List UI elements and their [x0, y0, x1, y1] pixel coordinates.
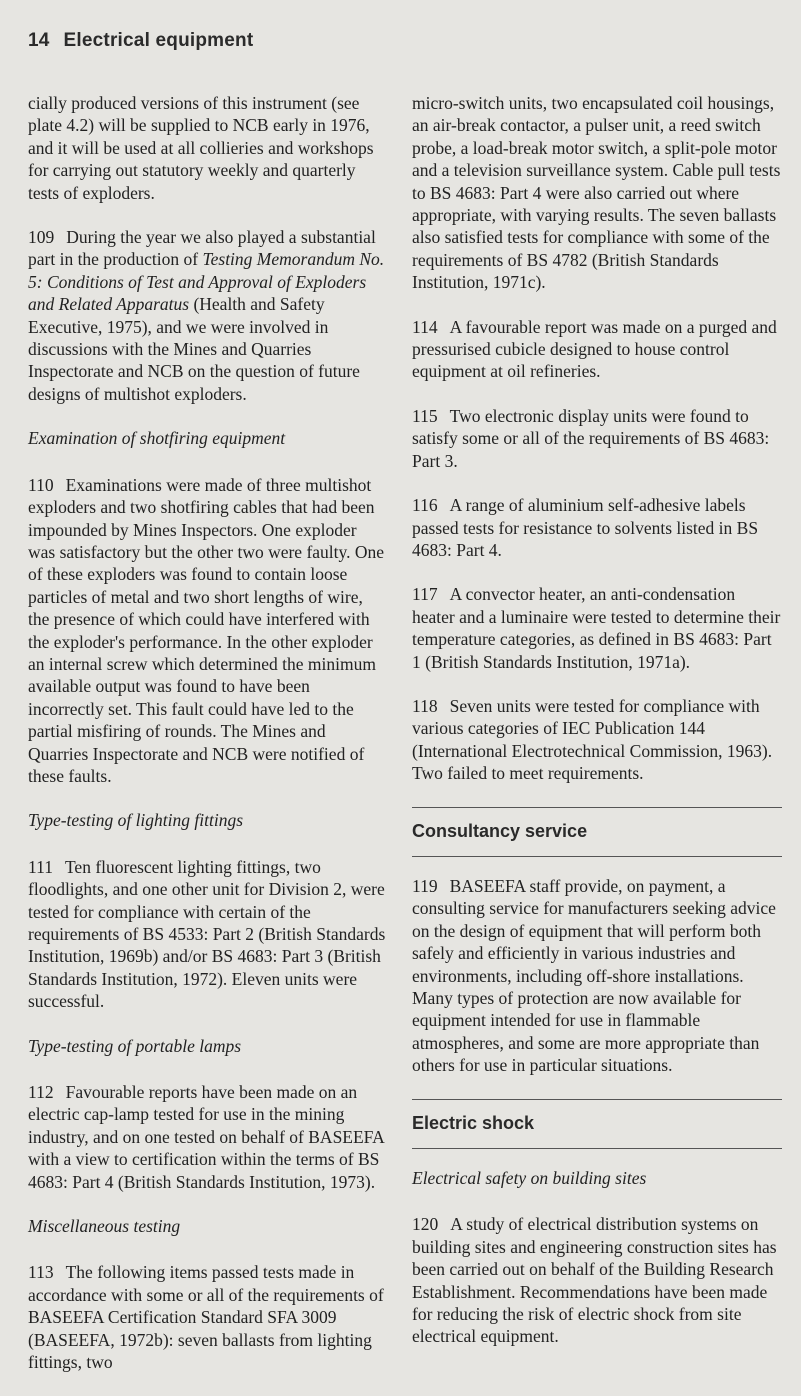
paragraph-number: 118	[412, 695, 438, 716]
paragraph-text: During the year we also played a substantial part in the production of	[28, 227, 376, 270]
section-heading-electric-shock: Electric shock	[412, 1099, 782, 1149]
paragraph-text: A range of aluminium self-adhesive labels passed tests for resistance to solvents listed in BS 4683: Part 4.	[412, 495, 759, 560]
paragraph-number: 115	[412, 405, 438, 426]
paragraph-116	[412, 494, 782, 561]
paragraph-number: 110	[28, 474, 54, 495]
paragraph-109	[28, 226, 388, 405]
paragraph-continued: micro-switch units, two encapsulated coil housings, an air-break contactor, a pulser unit, a reed switch probe, a load-break motor switch, a split-pole motor and a television surveillance system. Cable pull tests to BS 4683: Part 4 were also carried out where appropriate, with varying results. The seven ballasts also satisfied tests for compliance with some of the requirements of BS 4782 (British Standards Institution, 1971c).	[412, 93, 781, 293]
paragraph-text: Seven units were tested for compliance with various categories of IEC Publication 144 (International Electrotechnical Commission, 1963). Two failed to meet requirements.	[412, 695, 773, 784]
subheading: Type-testing of lighting fittings	[28, 810, 244, 831]
subheading: Miscellaneous testing	[28, 1216, 181, 1237]
paragraph-number: 113	[28, 1262, 54, 1283]
paragraph-number: 120	[412, 1214, 439, 1235]
paragraph-number: 111	[28, 856, 53, 877]
paragraph-text: A study of electrical distribution systems on building sites and engineering construction sites has been carried out on behalf of the Building Research Establishment. Recommendations have been made for reducing the risk of electric shock from site electrical equipment.	[412, 1214, 777, 1347]
subheading: Examination of shotfiring equipment	[28, 428, 286, 449]
paragraph-112	[28, 1081, 388, 1193]
paragraph-113	[28, 1261, 388, 1373]
page-number: 14	[28, 30, 50, 51]
paragraph-text: Two electronic display units were found to satisfy some or all of the requirements of BS 4683: Part 3.	[412, 405, 770, 471]
paragraph-text: (Health and Safety Executive, 1975), and we were involved in discussions with the Mines and Quarries Inspectorate and NCB on the question of future designs of multishot exploders.	[28, 294, 360, 404]
left-column	[28, 92, 388, 1396]
right-column	[412, 92, 782, 1370]
paragraph-number: 112	[28, 1082, 54, 1103]
subheading: Type-testing of portable lamps	[28, 1035, 242, 1056]
paragraph-119	[412, 875, 782, 1077]
paragraph-text: A favourable report was made on a purged and pressurised cubicle designed to house control equipment at oil refineries.	[412, 316, 777, 382]
paragraph-120	[412, 1213, 782, 1347]
paragraph-110	[28, 474, 388, 788]
paragraph-number: 114	[412, 316, 438, 337]
paragraph-text: Examinations were made of three multishot exploders and two shotfiring cables that had been impounded by Mines Inspectors. One exploder was satisfactory but the other two were faulty. One of these exploders was found to contain loose particles of metal and two short lengths of wire, the presence of which could have interfered with the exploder's performance. In the other exploder an internal screw which determined the minimum available output was found to have been incorrectly set. This fault could have led to the partial misfiring of rounds. The Mines and Quarries Inspectorate and NCB were notified of these faults.	[28, 474, 385, 786]
chapter-title: Electrical equipment	[63, 30, 254, 51]
paragraph-number: 116	[412, 495, 438, 516]
paragraph-continued: cially produced versions of this instrument (see plate 4.2) will be supplied to NCB early in 1976, and it will be used at all collieries and workshops for carrying out statutory weekly and quarterly tests of exploders.	[28, 93, 374, 203]
paragraph-115	[412, 405, 782, 472]
paragraph-text: Favourable reports have been made on an electric cap-lamp tested for use in the mining industry, and on one tested on behalf of BASEEFA with a view to certification within the terms of BS 4683: Part 4 (British Standards Institution, 1973).	[28, 1082, 384, 1192]
paragraph-text: The following items passed tests made in accordance with some or all of the requirements of BASEEFA Certification Standard SFA 3009 (BASEEFA, 1972b): seven ballasts from lighting fittings, two	[28, 1262, 384, 1373]
page-header	[28, 30, 253, 52]
paragraph-text: A convector heater, an anti-condensation heater and a luminaire were tested to determine their temperature categories, as defined in BS 4683: Part 1 (British Standards Institution, 1971a).	[412, 584, 781, 672]
paragraph-text: Ten fluorescent lighting fittings, two floodlights, and one other unit for Division 2, were tested for compliance with certain of the requirements of BS 4533: Part 2 (British Standards Institution, 1969b) and/or BS 4683: Part 3 (British Standards Institution, 1972). Eleven units were successful.	[28, 856, 386, 1012]
section-heading-consultancy: Consultancy service	[412, 807, 782, 857]
paragraph-number: 109	[28, 227, 55, 248]
paragraph-text: BASEEFA staff provide, on payment, a consulting service for manufacturers seeking advice on the design of equipment that will perform both safely and efficiently in various industries and environments, including off-shore installations. Many types of protection are now available for equipment intended for use in flammable atmospheres, and some are more appropriate than others for use in particular situations.	[412, 875, 776, 1076]
subheading: Electrical safety on building sites	[412, 1168, 647, 1189]
paragraph-117	[412, 583, 782, 673]
paragraph-118	[412, 695, 782, 785]
paragraph-114	[412, 316, 782, 383]
paragraph-111	[28, 856, 388, 1013]
paragraph-number: 119	[412, 875, 438, 896]
paragraph-number: 117	[412, 584, 438, 605]
publication-title: Testing Memorandum No. 5: Conditions of Test and Approval of Exploders and Related Apparatus	[28, 249, 385, 315]
